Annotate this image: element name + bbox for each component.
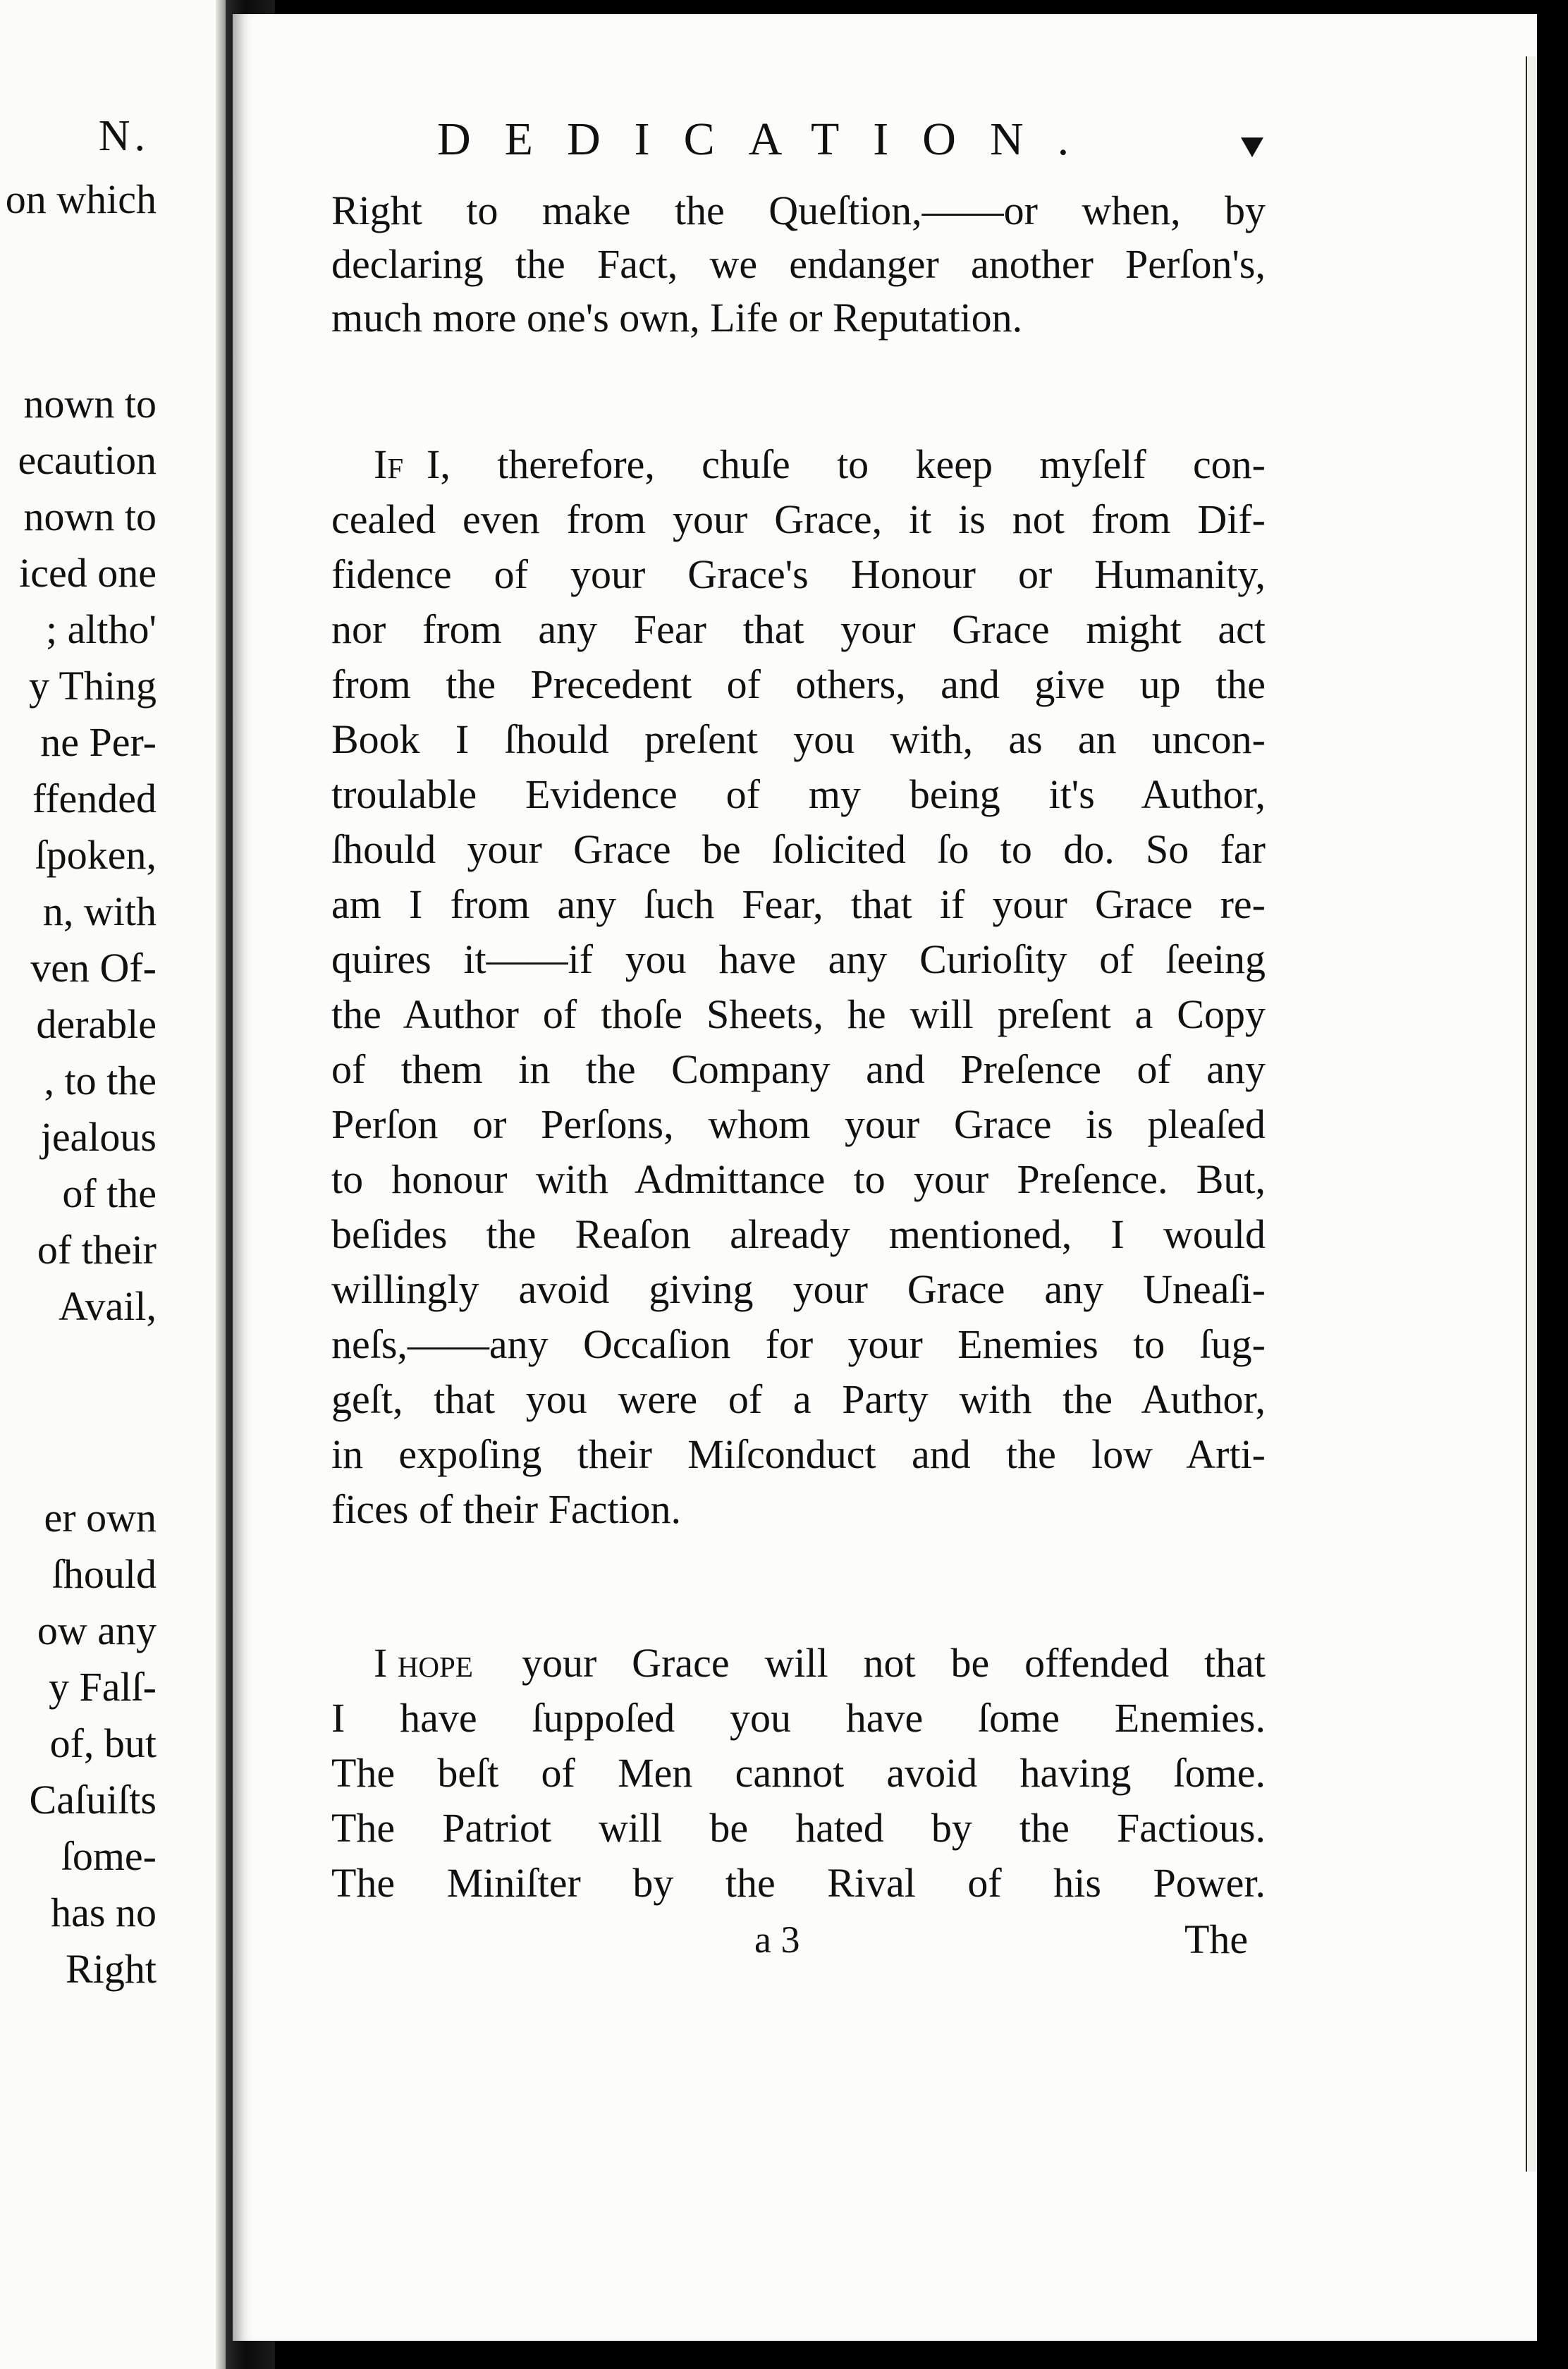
left-line: ow any — [37, 1608, 157, 1653]
text-line: fices of their Faction. — [331, 1486, 682, 1532]
text-line: neſs,——any Occaſion for your Enemies to ſug- — [331, 1321, 1266, 1367]
text-line: The beſt of Men cannot avoid having ſome. — [331, 1750, 1266, 1796]
page-edge — [1526, 56, 1537, 2172]
left-line: n, with — [42, 888, 157, 934]
left-line: , to the — [44, 1058, 157, 1103]
text-line: to honour with Admittance to your Preſence. But, — [331, 1156, 1266, 1202]
text-line: your Grace will not be offended that — [522, 1640, 1266, 1686]
left-line: y Thing — [29, 663, 157, 709]
left-line: ſhould — [51, 1551, 157, 1597]
left-line: of their — [37, 1227, 157, 1273]
left-running-head: N. — [98, 112, 149, 160]
left-line: ven Of- — [30, 945, 157, 991]
left-line: Caſuiſts — [29, 1777, 157, 1823]
book-page — [233, 14, 1537, 2341]
text-line: quires it——if you have any Curioſity of ſeeing — [331, 936, 1266, 982]
catchword: The — [1184, 1916, 1249, 1962]
text-line: declaring the Fact, we endanger another Perſon's, — [331, 241, 1266, 287]
text-line: beſides the Reaſon already mentioned, I would — [331, 1211, 1266, 1257]
text-line: am I from any ſuch Fear, that if your Grace re- — [331, 881, 1266, 927]
left-line: ſpoken, — [35, 832, 157, 878]
left-line: ecaution — [18, 437, 157, 483]
text-line: Book I ſhould preſent you with, as an uncon- — [331, 716, 1266, 762]
paragraph-lead: I hope — [374, 1640, 473, 1686]
text-line: The Patriot will be hated by the Factious. — [331, 1805, 1266, 1851]
left-line: nown to — [23, 381, 157, 427]
left-line: ffended — [32, 776, 157, 821]
text-line: Perſon or Perſons, whom your Grace is pleaſed — [331, 1101, 1266, 1147]
text-line: willingly avoid giving your Grace any Uneaſi- — [331, 1266, 1266, 1312]
left-line: has no — [51, 1890, 157, 1935]
text-line: the Author of thoſe Sheets, he will preſent a Copy — [331, 991, 1266, 1037]
left-line: of, but — [49, 1720, 157, 1766]
left-line: on which — [5, 176, 157, 222]
left-line: Avail, — [58, 1283, 157, 1329]
text-line: I, therefore, chuſe to keep myſelf con- — [427, 441, 1266, 487]
text-line: much more one's own, Life or Reputation. — [331, 295, 1023, 341]
left-page-fragment — [0, 0, 226, 2369]
text-line: fidence of your Grace's Honour or Humanity, — [331, 551, 1266, 597]
left-line: ne Per- — [40, 719, 157, 765]
left-line: derable — [36, 1001, 157, 1047]
running-head: DEDICATION. — [437, 114, 1103, 165]
text-line: cealed even from your Grace, it is not from Dif- — [331, 496, 1266, 542]
text-line: geſt, that you were of a Party with the Author, — [331, 1376, 1266, 1422]
text-line: I have ſuppoſed you have ſome Enemies. — [331, 1695, 1266, 1741]
text-line: ſhould your Grace be ſolicited ſo to do. So far — [331, 826, 1266, 872]
left-line: of the — [62, 1170, 157, 1216]
page-fold-shadow — [216, 0, 226, 2369]
signature-mark: a 3 — [754, 1918, 800, 1961]
left-line: iced one — [19, 550, 157, 596]
printer-mark-icon — [1241, 137, 1263, 157]
text-line: in expoſing their Miſconduct and the low Arti- — [331, 1431, 1266, 1477]
left-line: er own — [44, 1495, 157, 1541]
text-line: from the Precedent of others, and give up the — [331, 661, 1266, 707]
left-line: nown to — [23, 494, 157, 539]
text-line: nor from any Fear that your Grace might act — [331, 606, 1266, 652]
text-line: Right to make the Queſtion,——or when, by — [331, 188, 1266, 233]
left-line: jealous — [40, 1114, 157, 1160]
paragraph-lead: If — [374, 441, 404, 487]
text-line: of them in the Company and Preſence of any — [331, 1046, 1266, 1092]
left-line: Right — [66, 1946, 157, 1992]
left-line: y Falſ- — [48, 1664, 157, 1710]
left-line: ſome- — [61, 1833, 157, 1879]
left-line: ; altho' — [45, 606, 157, 652]
text-line: The Miniſter by the Rival of his Power. — [331, 1860, 1266, 1906]
text-line: troulable Evidence of my being it's Author, — [331, 771, 1266, 817]
